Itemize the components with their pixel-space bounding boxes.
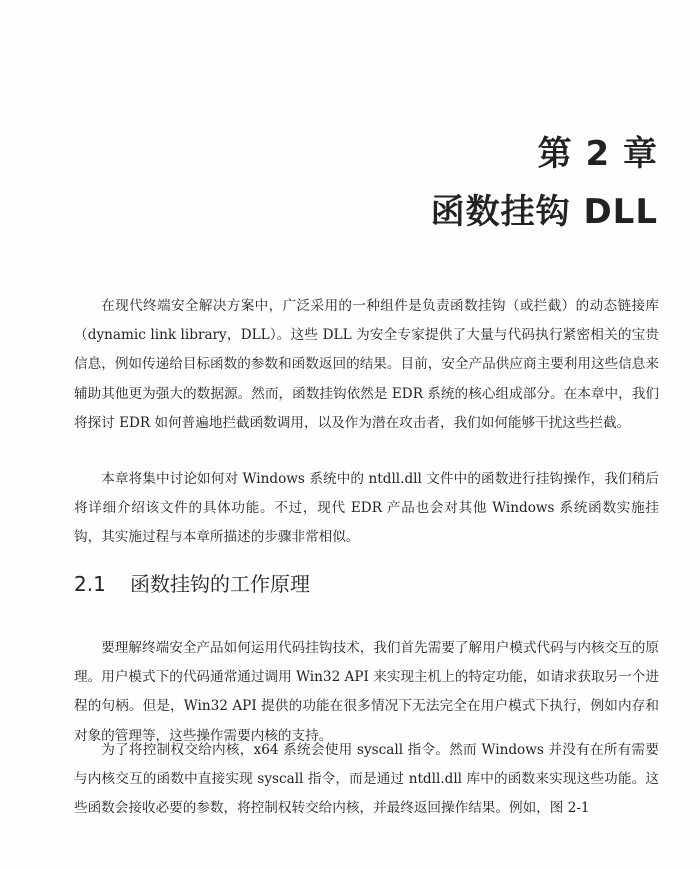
section-title: 函数挂钩的工作原理 [130,572,310,596]
section-paragraph-1: 要理解终端安全产品如何运用代码挂钩技术，我们首先需要了解用户模式代码与内核交互的原理。用户模式下的代码通常通过调用 Win32 API 来实现主机上的特定功能，如请求获取另一个进程的句柄。但是，Win32 API 提供的功能在很多情况下无法完全在用户模式下执行，例如内存和对象的管理等，这些操作需要内核的支持。 [74,640,659,744]
section-paragraph-2: 为了将控制权交给内核，x64 系统会使用 syscall 指令。然而 Windows 并没有在所有需要与内核交互的函数中直接实现 syscall 指令，而是通过 ntdll.dll 库中的函数来实现这些功能。这些函数会接收必要的参数，将控制权转交给内核，并最终返回操作结果。例如，图 2-1 [74,742,659,817]
intro-paragraph-1: 在现代终端安全解决方案中，广泛采用的一种组件是负责函数挂钩（或拦截）的动态链接库（dynamic link library，DLL）。这些 DLL 为安全专家提供了大量与代码执行紧密相关的宝贵信息，例如传递给目标函数的参数和函数返回的结果。目前，安全产品供应商主要利用这些信息来辅助其他更为强大的数据源。然而，函数挂钩依然是 EDR 系统的核心组成部分。在本章中，我们将探讨 EDR 如何普遍地拦截函数调用，以及作为潜在攻击者，我们如何能够干扰这些拦截。 [74,298,659,431]
section-heading [74,570,310,598]
chapter-header [431,130,658,236]
intro-paragraph-2: 本章将集中讨论如何对 Windows 系统中的 ntdll.dll 文件中的函数进行挂钩操作，我们稍后将详细介绍该文件的具体功能。不过，现代 EDR 产品也会对其他 Windows 系统函数实施挂钩，其实施过程与本章所描述的步骤非常相似。 [74,471,659,546]
chapter-number: 第 2 章 [537,134,658,174]
chapter-title: 函数挂钩 DLL [430,192,658,232]
section-number: 2.1 [74,572,106,596]
